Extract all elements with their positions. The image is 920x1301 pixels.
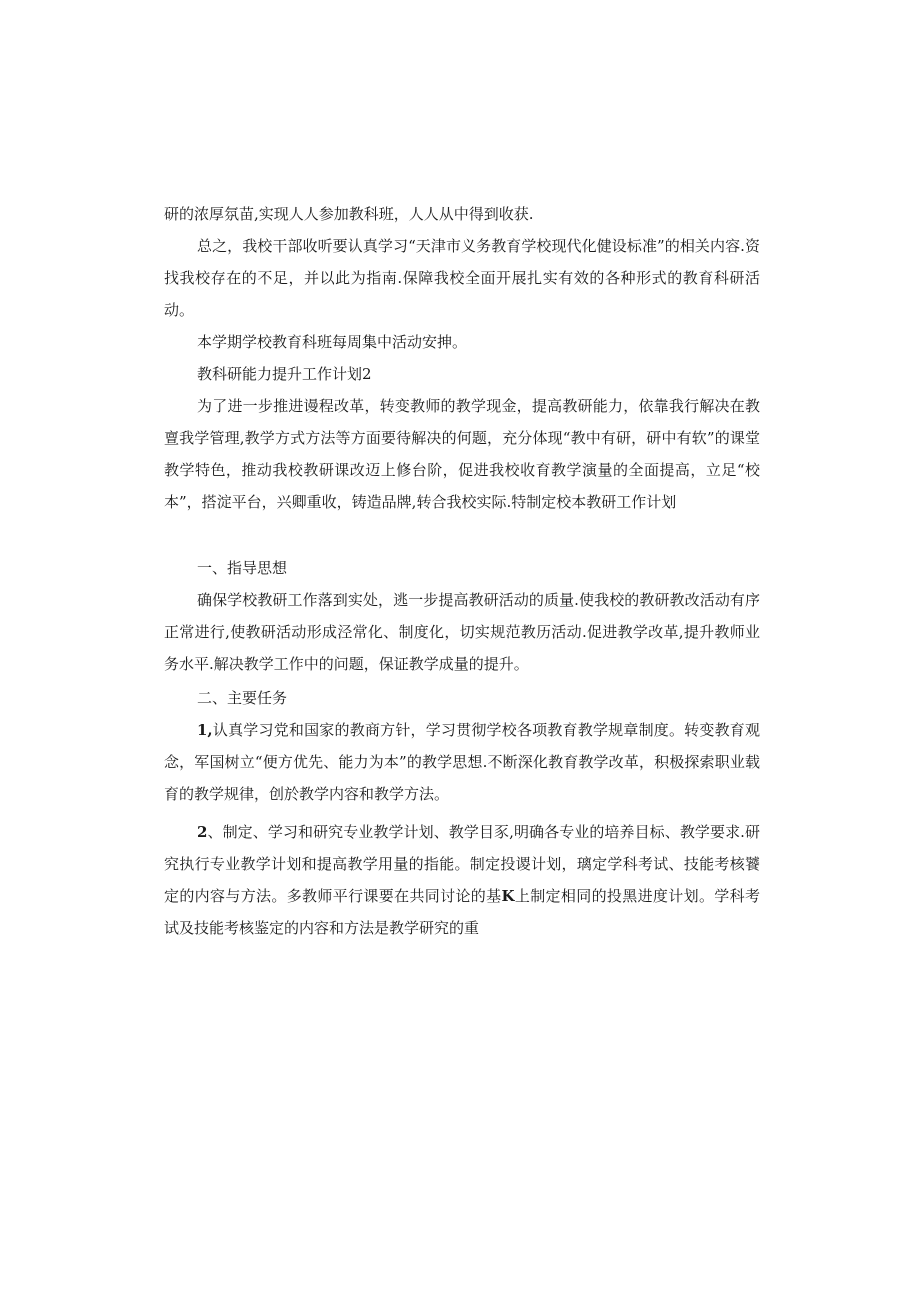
task-item-2 bbox=[164, 816, 760, 944]
task-item-2-number: 2 bbox=[197, 823, 208, 841]
paragraph-intro: 为了进一步推进谩程改革，转变教师的教学现金，提高教研能力，依靠我行解决在教亶我学管理,教学方式方法等方面要待解决的何题，充分体现“教中有研，研中有软”的课堂教学特色，推动我校教研课改迈上修台阶，促进我校收育教学演量的全面提高，立足“校本”，搭淀平台，兴卿重收，铸造品牌,转合我校实际.特制定校本教研工作计划 bbox=[164, 397, 760, 511]
section-heading bbox=[197, 358, 372, 390]
task-item-1 bbox=[164, 714, 760, 810]
task-item-2-text-b: 上制定相同的投黑进度计划。学科考试及技能考核鉴定的内容和方法是教学研究的重 bbox=[164, 887, 760, 937]
section-title-guiding-thought: 一、指导思想 bbox=[197, 559, 288, 577]
task-item-2-text-a: 、制定、学习和研究专业教学计划、教学目豕,明确各专业的培养目标、教学要求.研究执行专业教学计划和提高教学用量的指能。制定投谡计划，璃定学科考试、技能考核饕定的内容与方法。多教师平行课要在共同讨论的基 bbox=[164, 823, 760, 905]
paragraph-guiding-thought: 确保学校教研工作落到实处，逃一步提高教研活动的质量.使我校的教研教改活动有序正常进行,使教研活动形成泾常化、制度化，切实规范教历活动.促进教学改革,提升教师业务水平.解决教学工作中的问题，保证教学成量的提升。 bbox=[164, 591, 760, 673]
paragraph-schedule: 本学期学校教育科班每周集中活动安抻。 bbox=[197, 333, 468, 351]
task-item-1-text: 认真学习党和国家的教商方针，学习贯彻学校各项教育教学规章制度。转变教育观念，军国树立“便方优先、能力为本”的教学思想.不断深化教育教学改革，积极探索职业载育的教学规律，创於教学内容和教学方法。 bbox=[164, 721, 760, 803]
task-item-1-number: 1, bbox=[197, 721, 213, 739]
paragraph-continuation: 研的浓厚氛苗,实现人人参加教科班，人人从中得到收获. bbox=[164, 205, 534, 223]
task-item-2-bold-k: K bbox=[501, 887, 515, 905]
section-heading-text: 教科研能力提升工作计划2 bbox=[197, 365, 372, 383]
paragraph-summary: 总之，我校干部收听要认真学习“天津市义务教育学校现代化健设标准”的相关内容.资找我校存在的不足，并以此为指南.保障我校全面开展扎实有效的各种形式的教育科研活动。 bbox=[164, 237, 760, 319]
section-title-main-tasks: 二、主要任务 bbox=[197, 689, 288, 707]
